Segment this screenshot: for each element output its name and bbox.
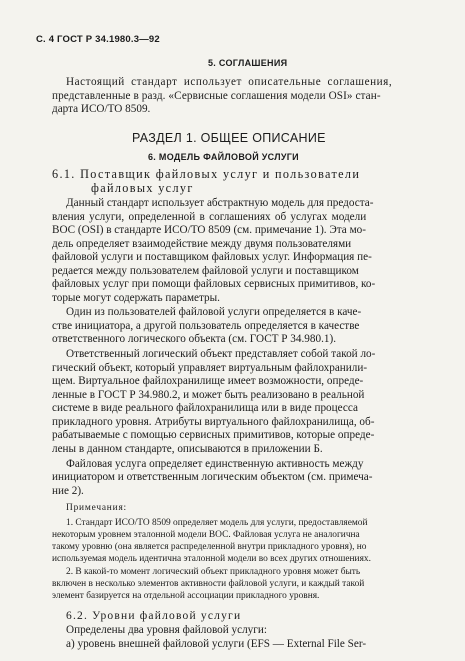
paragraph-line: лены в данном стандарте, описываются в приложении Б. (52, 443, 323, 455)
note-line: некоторым уровнем эталонной модели ВОС. Файловая услуга не аналогична (52, 530, 360, 540)
paragraph-line: а) уровень внешней файловой услуги (EFS — External File Ser- (66, 638, 367, 650)
subsection-6-1-heading: 6.1. Поставщик файловых услуг и пользователи (52, 167, 361, 181)
paragraph-line: Один из пользователей файловой услуги определяется в каче- (66, 306, 362, 318)
paragraph-line: торые могут содержать параметры. (52, 292, 220, 304)
paragraph-line: файловых услуг при помощи файловых сервисных примитивов, ко- (52, 278, 376, 290)
section-5-line: дарта ИСО/ТО 8509. (52, 103, 151, 115)
paragraph-line: файловой услуги и поставщиком файловых услуг. Информация пе- (52, 251, 372, 263)
section-5-title: 5. СОГЛАШЕНИЯ (208, 58, 288, 68)
paragraph-line: ответственного логического объекта (см. ГОСТ Р 34.980.1). (52, 333, 336, 345)
paragraph-line: гический объект, который управляет виртуальным файлохранили- (52, 362, 368, 374)
running-header: С. 4 ГОСТ Р 34.1980.3—92 (36, 34, 160, 45)
paragraph-line: ВОС (OSI) в стандарте ИСО/ТО 8509 (см. примечание 1). Эта мо- (52, 224, 366, 236)
paragraph-line: ленные в ГОСТ Р 34.980.2, и может быть реализовано в реальной (52, 389, 365, 401)
paragraph-line: дель определяет взаимодействие между двумя пользователями (52, 238, 352, 250)
note-line: элемент базируется на отдельной ассоциации прикладного уровня. (52, 591, 320, 601)
paragraph-line: Файловая услуга определяет единственную активность между (66, 458, 364, 470)
part-title: РАЗДЕЛ 1. ОБЩЕЕ ОПИСАНИЕ (132, 131, 326, 145)
subsection-6-1-heading-cont: файловых услуг (91, 181, 194, 195)
paragraph-line: системе в виде реального файлохранилища или в виде процесса (52, 402, 358, 414)
paragraph-line: инициатором и ответственным логическим объектом (см. примеча- (52, 471, 373, 483)
paragraph-line: редается между пользователем файловой услуги и поставщиком (52, 265, 359, 277)
note-line: такому уровню (она является распределенной внутри прикладного уровня), но (52, 542, 367, 552)
paragraph-line: рабатываемые с помощью сервисных примитивов, которые опреде- (52, 429, 375, 441)
paragraph-line: ние 2). (52, 485, 84, 497)
note-line: 1. Стандарт ИСО/ТО 8509 определяет модель для услуги, предоставляемой (66, 518, 368, 528)
paragraph-line: Ответственный логический объект представляет собой такой ло- (66, 348, 376, 360)
section-5-line: представленные в разд. «Сервисные соглашения модели OSI» стан- (52, 90, 381, 102)
paragraph-line: прикладного уровня. Атрибуты виртуального файлохранилища, об- (52, 416, 375, 428)
note-line: используемая модель идентична эталонной модели во всех других отношениях. (52, 554, 371, 564)
paragraph-line: стве инициатора, а другой пользователь определяется в качестве (52, 320, 360, 332)
subsection-6-2-heading: 6.2. Уровни файловой услуги (66, 610, 242, 622)
paragraph-line: вления услуги, определенной в соглашениях об услугах модели (52, 211, 367, 223)
note-line: 2. В какой-то момент логический объект прикладного уровня может быть (66, 567, 361, 577)
section-5-line: Настоящий стандарт использует описательные соглашения, (66, 76, 393, 88)
note-line: включен в несколько элементов активности файловой услуги, и каждый такой (52, 579, 365, 589)
paragraph-line: щем. Виртуальное файлохранилище имеет возможности, опреде- (52, 375, 364, 387)
paragraph-line: Данный стандарт использует абстрактную модель для предоста- (66, 197, 374, 209)
paragraph-line: Определены два уровня файловой услуги: (66, 624, 267, 636)
section-6-title: 6. МОДЕЛЬ ФАЙЛОВОЙ УСЛУГИ (148, 152, 299, 162)
notes-heading: Примечания: (66, 503, 127, 513)
